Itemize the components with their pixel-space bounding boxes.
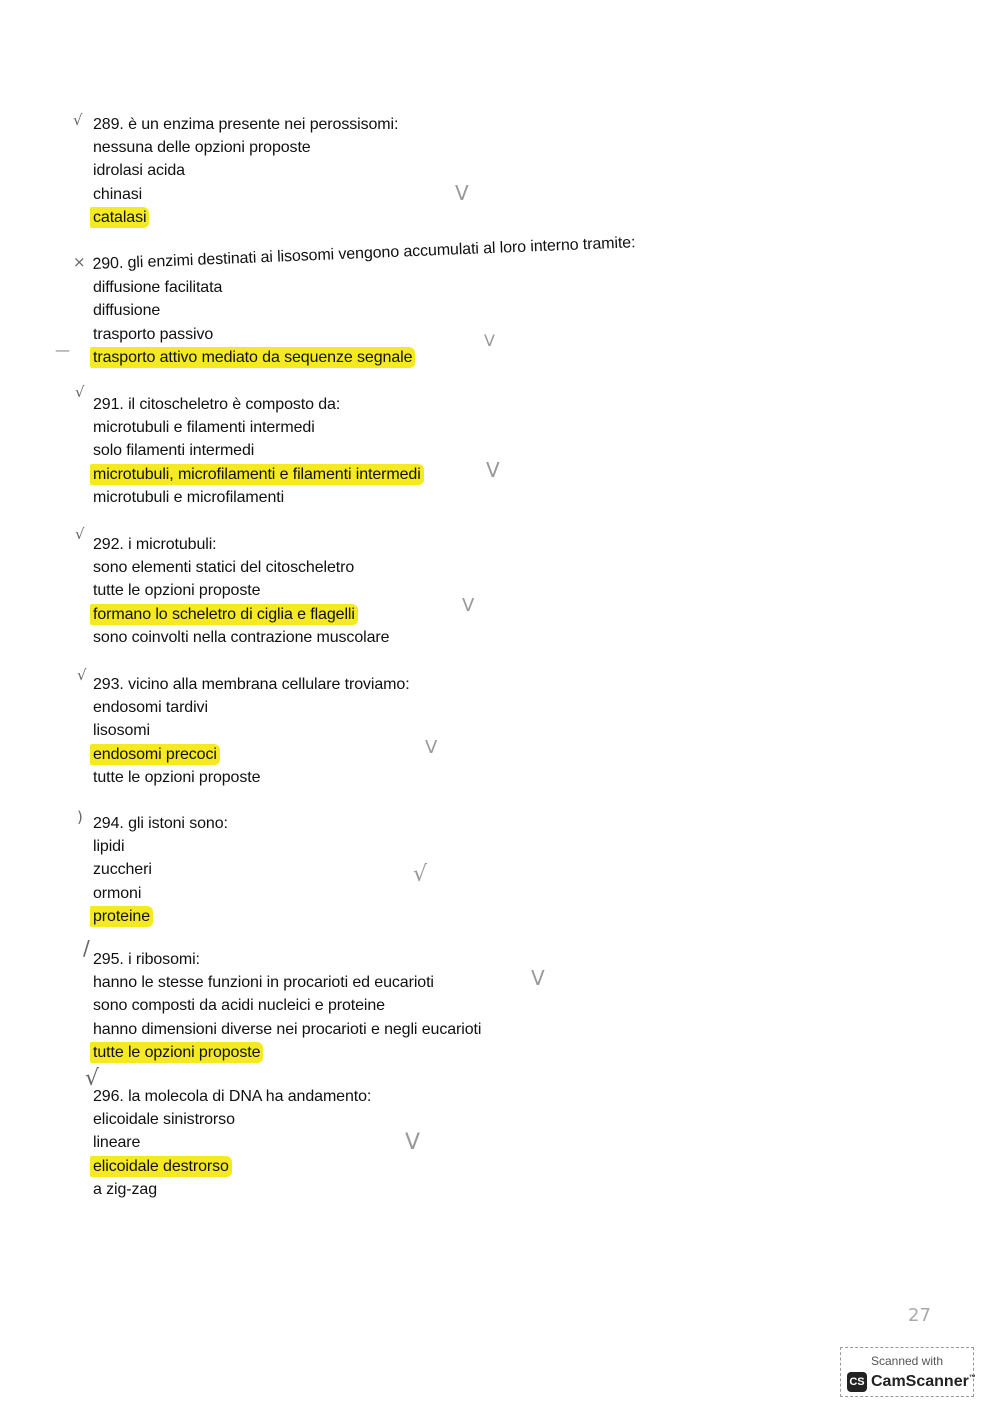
question-291 bbox=[93, 393, 693, 509]
option-highlighted-answer: endosomi precoci bbox=[90, 744, 220, 765]
check-mark-icon: V bbox=[484, 331, 495, 350]
check-mark-icon: V bbox=[462, 595, 475, 616]
option-highlighted-answer: microtubuli, microfilamenti e filamenti intermedi bbox=[90, 464, 424, 485]
option: microtubuli e microfilamenti bbox=[93, 488, 285, 506]
question-293 bbox=[93, 673, 693, 789]
option: ormoni bbox=[93, 884, 142, 902]
check-mark-icon: × bbox=[73, 253, 86, 271]
check-mark-icon: V bbox=[455, 181, 469, 205]
option: sono composti da acidi nucleici e proteine bbox=[93, 997, 385, 1015]
option: sono elementi statici del citoscheletro bbox=[93, 559, 355, 577]
option-highlighted-answer: tutte le opzioni proposte bbox=[90, 1042, 263, 1063]
option: diffusione bbox=[93, 302, 161, 320]
check-mark-icon: V bbox=[425, 737, 438, 758]
question-title: 294. gli istoni sono: bbox=[93, 815, 228, 832]
arrow-mark-icon: — bbox=[55, 341, 70, 359]
check-mark-icon: √ bbox=[413, 862, 428, 887]
option: trasporto passivo bbox=[93, 325, 214, 343]
question-title: 295. i ribosomi: bbox=[93, 951, 200, 968]
option: endosomi tardivi bbox=[93, 699, 208, 717]
option: zuccheri bbox=[93, 861, 152, 879]
question-title: 291. il citoscheletro è composto da: bbox=[93, 396, 341, 413]
option: hanno dimensioni diverse nei procarioti e negli eucarioti bbox=[93, 1020, 482, 1038]
check-mark-icon: ) bbox=[77, 808, 83, 826]
option: sono coinvolti nella contrazione muscolare bbox=[93, 628, 390, 646]
option: microtubuli e filamenti intermedi bbox=[93, 419, 315, 437]
option-highlighted-answer: formano lo scheletro di ciglia e flagelli bbox=[90, 604, 358, 625]
option: diffusione facilitata bbox=[93, 279, 223, 297]
question-289 bbox=[93, 113, 693, 229]
option: nessuna delle opzioni proposte bbox=[93, 139, 311, 157]
option-highlighted-answer: elicoidale destrorso bbox=[90, 1156, 232, 1177]
option: idrolasi acida bbox=[93, 162, 185, 180]
check-mark-icon: √ bbox=[75, 525, 85, 543]
camscanner-brand bbox=[847, 1372, 976, 1392]
camscanner-app-name: CamScanner bbox=[871, 1373, 969, 1390]
option: lisosomi bbox=[93, 722, 150, 740]
question-title: 290. gli enzimi destinati ai lisosomi vengono accumulati al loro interno tramite: bbox=[92, 234, 636, 274]
check-mark-icon: V bbox=[486, 458, 500, 482]
question-title: 292. i microtubuli: bbox=[93, 536, 217, 553]
option: tutte le opzioni proposte bbox=[93, 582, 261, 600]
option: chinasi bbox=[93, 185, 143, 203]
camscanner-name bbox=[871, 1373, 976, 1391]
option: tutte le opzioni proposte bbox=[93, 768, 261, 786]
check-mark-icon: V bbox=[531, 966, 545, 990]
scanned-with-label: Scanned with bbox=[870, 1354, 944, 1368]
question-296 bbox=[93, 1085, 693, 1201]
trademark-symbol: ™ bbox=[968, 1374, 976, 1382]
option-highlighted-answer: proteine bbox=[90, 906, 153, 927]
question-title: 293. vicino alla membrana cellulare troviamo: bbox=[93, 676, 410, 693]
option-highlighted-answer: trasporto attivo mediato da sequenze segnale bbox=[90, 347, 415, 368]
question-294 bbox=[93, 812, 693, 928]
option: a zig-zag bbox=[93, 1180, 158, 1198]
question-292 bbox=[93, 533, 693, 649]
check-mark-icon: / bbox=[83, 936, 90, 960]
question-290 bbox=[92, 234, 713, 369]
camscanner-logo-icon: CS bbox=[847, 1372, 867, 1392]
check-mark-icon: √ bbox=[73, 111, 83, 129]
option: elicoidale sinistrorso bbox=[93, 1111, 235, 1129]
check-mark-icon: √ bbox=[77, 666, 87, 684]
question-title: 296. la molecola di DNA ha andamento: bbox=[93, 1088, 372, 1105]
check-mark-icon: V bbox=[405, 1130, 421, 1155]
option: lineare bbox=[93, 1134, 141, 1152]
option: solo filamenti intermedi bbox=[93, 442, 255, 460]
check-mark-icon: √ bbox=[85, 1066, 100, 1091]
question-title: 289. è un enzima presente nei perossisomi: bbox=[93, 116, 399, 133]
option: lipidi bbox=[93, 838, 125, 856]
camscanner-badge bbox=[840, 1347, 974, 1397]
question-295 bbox=[93, 948, 693, 1064]
option: hanno le stesse funzioni in procarioti ed eucarioti bbox=[93, 974, 434, 992]
option-highlighted-answer: catalasi bbox=[90, 207, 149, 228]
check-mark-icon: √ bbox=[75, 383, 85, 401]
page-number: 27 bbox=[908, 1305, 931, 1326]
